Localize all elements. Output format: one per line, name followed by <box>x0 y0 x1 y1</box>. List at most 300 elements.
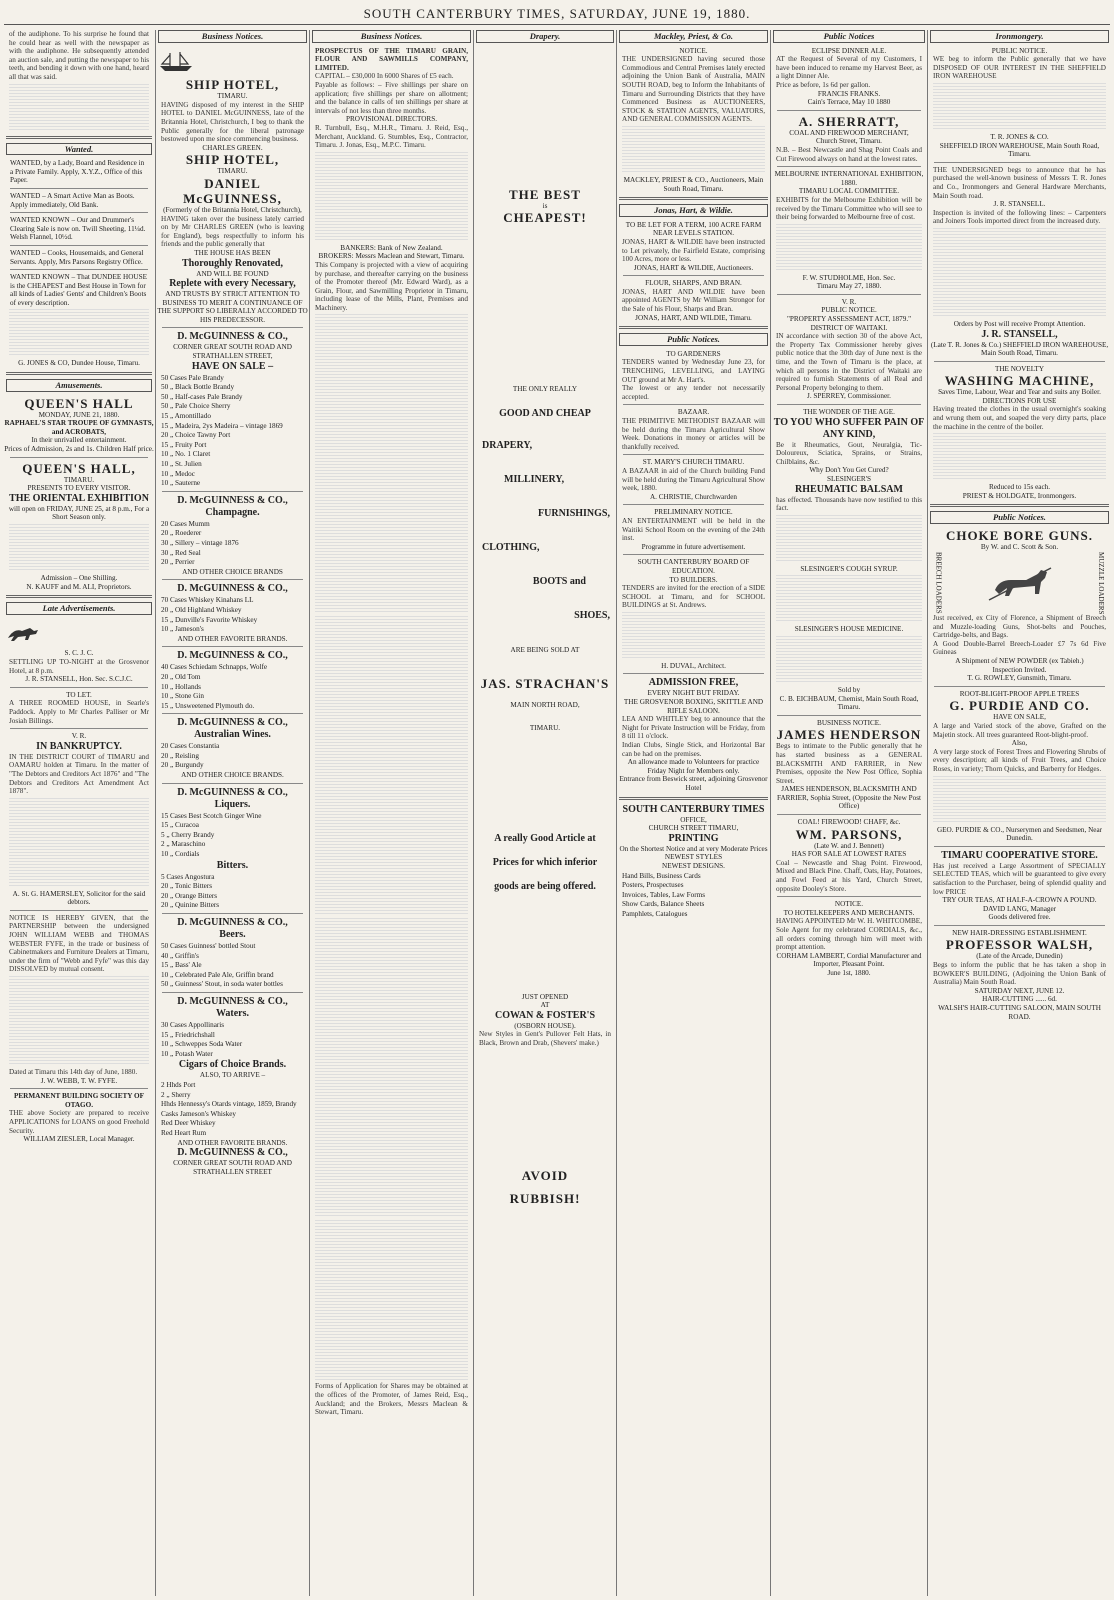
column-5 <box>616 30 770 1596</box>
divider <box>10 188 148 189</box>
section-heading-business: Business Notices. <box>312 30 471 43</box>
franks-signature: FRANCIS FRANKS. <box>817 89 881 98</box>
balsam-body: has effected. Thousands have now testified to this fact. <box>776 495 922 513</box>
bankers-line: BANKERS: Bank of New Zealand. <box>340 243 443 252</box>
list-item: 20 „ Old Tom <box>161 672 201 681</box>
novelty-heading: THE NOVELTY <box>994 364 1045 373</box>
divider <box>934 846 1105 847</box>
divider <box>10 687 148 688</box>
priest-signature: PRIEST & HOLDGATE, Ironmongers. <box>962 491 1077 500</box>
queens-hall-date: MONDAY, JUNE 21, 1880. <box>38 410 120 419</box>
list-item: Show Cards, Balance Sheets <box>622 900 705 909</box>
green-signature: CHARLES GREEN. <box>202 143 263 152</box>
list-item: Posters, Prospectuses <box>622 881 684 890</box>
ship-hotel-title: SHIP HOTEL, <box>185 77 280 93</box>
mcguinness-firm: D. McGUINNESS & CO., <box>177 786 288 798</box>
section-heading-public: Public Notices. <box>619 333 768 346</box>
divider <box>162 992 303 993</box>
vr-crest: V. R. <box>841 297 857 306</box>
sherratt-nb: N.B. – Best Newcastle and Shag Point Coals and Cut Firewood always on hand at the lowest rates. <box>776 145 922 163</box>
purdie-name: G. PURDIE AND CO. <box>949 698 1090 714</box>
divider <box>777 110 921 111</box>
divider <box>619 797 768 800</box>
st-marys-body: A BAZAAR in aid of the Church building Fund will be held during the Timaru Agricultural Show week, 1880. <box>622 466 765 493</box>
choke-bore-guns: CHOKE BORE GUNS. <box>945 528 1094 544</box>
list-item: 15 „ Curacoa <box>161 821 199 830</box>
suffer-body: Be it Rheumatics, Gout, Neuralgia, Tic-Doloureux, Sciatica, Sprains, or Strains, Chilblains, &c. <box>776 440 922 466</box>
masthead-rule <box>4 24 1110 25</box>
list-item: 40 „ Griffin's <box>161 951 199 960</box>
eclipse-price: Price as before, 1s 6d per gallon. <box>776 80 871 89</box>
good-breech-loader: A Good Double-Barrel Breech-Loader £7 7s 6d Five Guineas <box>933 639 1106 657</box>
clubs-line: Indian Clubs, Single Stick, and Horizontal Bar can be had on the premises. <box>622 741 765 758</box>
inspection-invited: Inspection Invited. <box>992 665 1047 674</box>
divider <box>10 212 148 213</box>
queens-hall-title: QUEEN'S HALL <box>24 395 134 411</box>
district-heading: DISTRICT OF WAITAKI. <box>810 323 888 332</box>
jonas-body: JONAS, HART & WILDIE have been instructed to Let privately, the Fairfield Estate, comprising 100 Acres, more or less. <box>622 237 765 264</box>
list-item: 10 „ No. 1 Claret <box>161 450 211 459</box>
hamersley-signature: A. St. G. HAMERSLEY, Solicitor for the said debtors. <box>12 889 146 907</box>
column-2 <box>155 30 309 1596</box>
divider <box>619 326 768 329</box>
stansell-signature: J. R. STANSELL, Hon. Sec. S.C.J.C. <box>25 675 133 684</box>
june-date: June 1st, 1880. <box>827 968 871 977</box>
list-item: 10 „ Stone Gin <box>161 692 204 701</box>
section-heading-amusements: Amusements. <box>6 379 152 392</box>
new-styles: New Styles in Gent's Pullover Felt Hats, in Black, Brown and Drab, (Shevers' make.) <box>479 1030 611 1047</box>
spacer <box>474 1048 616 1168</box>
australian-wines: Australian Wines. <box>194 729 271 741</box>
notice-heading: NOTICE. <box>834 900 864 909</box>
goods-free: Goods delivered free. <box>988 913 1051 922</box>
list-item: 2 „ Sherry <box>161 1090 191 1099</box>
divider <box>162 913 303 914</box>
column-6 <box>770 30 927 1596</box>
list-item: Red Deer Whiskey <box>161 1119 216 1128</box>
list-item: 10 „ Potash Water <box>161 1049 213 1058</box>
text-filler <box>933 228 1106 318</box>
spacer <box>474 452 616 474</box>
text-filler <box>315 918 468 1218</box>
walsh-name: PROFESSOR WALSH, <box>945 937 1094 953</box>
partnership-dated: Dated at Timaru this 14th day of June, 1880. <box>9 1068 138 1077</box>
replete: Replete with every Necessary, <box>169 278 296 290</box>
public-notice: PUBLIC NOTICE. <box>821 306 877 315</box>
builders-body: TENDERS are invited for the erection of a SIDE SCHOOL at Timaru, and for SCHOOL BUILDINGS at St. Andrews. <box>622 584 765 610</box>
wanted-item: WANTED, by a Lady, Board and Residence in a Private Family. Apply, X.Y.Z., Office of this Paper. <box>10 159 145 185</box>
public-notice: PUBLIC NOTICE. <box>991 46 1048 55</box>
times-office: SOUTH CANTERBURY TIMES <box>622 803 765 815</box>
hair-cutting-price: HAIR-CUTTING ...... 6d. <box>982 995 1057 1004</box>
main-north-road: MAIN NORTH ROAD, <box>510 701 580 710</box>
house-medicine: SLESINGER'S HOUSE MEDICINE. <box>794 625 904 634</box>
spacer <box>474 520 616 542</box>
timaru-label: TIMARU. <box>217 167 248 176</box>
cheapest: CHEAPEST! <box>503 210 587 226</box>
rowley-signature: T. G. ROWLEY, Gunsmith, Timaru. <box>967 674 1072 683</box>
raphael-troupe: RAPHAEL'S STAR TROUPE OF GYMNASTS, and ACROBATS, <box>4 419 154 436</box>
stansell-subtitle: (Late T. R. Jones & Co.) SHEFFIELD IRON WAREHOUSE, Main South Road, Timaru. <box>930 340 1109 358</box>
raphael-subtitle: In their unrivalled entertainment. <box>31 436 127 445</box>
muzzle-label: MUZZLE LOADERS <box>1097 551 1105 615</box>
list-item: 5 Cases Angostura <box>161 872 215 881</box>
timaru-date: Timaru May 27, 1880. <box>816 282 882 291</box>
printing-list <box>622 872 765 919</box>
stansell-name: J. R. STANSELL, <box>981 328 1058 340</box>
divider <box>777 896 921 897</box>
parsons-subtitle: (Late W. and J. Bennett) <box>814 841 884 850</box>
text-filler <box>315 1220 468 1380</box>
presents-line: PRESENTS TO EVERY VISITOR. <box>27 484 131 493</box>
eclipse-heading: ECLIPSE DINNER ALE. <box>811 46 887 55</box>
st-marys-heading: ST. MARY'S CHURCH TIMARU. <box>642 458 745 467</box>
admission-line: Admission – One Shilling. <box>40 574 118 582</box>
flour-body: JONAS, HART AND WILDIE have been appointed AGENTS by Mr William Strongor for the Sale of his Flour, Sharps and Bran. <box>622 287 765 314</box>
bazaar-heading: BAZAAR. <box>677 408 710 417</box>
section-heading-jonas: Jonas, Hart, & Wildie. <box>619 204 768 217</box>
spacer <box>474 1183 616 1191</box>
flour-signature: JONAS, HART, AND WILDIE, Timaru. <box>635 313 752 322</box>
list-item: 40 Cases Schiedam Schnapps, Wolfe <box>161 663 268 672</box>
list-item: 15 „ Amontillado <box>161 412 211 421</box>
gardeners-tenders: TENDERS wanted by Wednesday June 23, for TRENCHING, LEVELLING, and LAYING OUT ground at Mr A. Hart's. <box>622 358 765 384</box>
divider <box>162 491 303 492</box>
breech-label: BREECH LOADERS <box>934 552 943 614</box>
spacer <box>474 654 616 676</box>
mcguinness-firm: D. McGUINNESS & CO., <box>177 583 288 595</box>
masthead: SOUTH CANTERBURY TIMES, SATURDAY, JUNE 19, 1880. <box>363 6 751 21</box>
to-let-body: A THREE ROOMED HOUSE, in Searle's Paddock. Apply to Mr Charles Palliser or Mr Josiah Billings. <box>9 699 149 725</box>
text-filler <box>933 83 1106 131</box>
text-filler <box>9 798 149 888</box>
divider <box>930 504 1109 507</box>
prices-for: Prices for which inferior <box>492 856 598 868</box>
lang-signature: DAVID LANG, Manager <box>982 904 1057 913</box>
divider <box>10 728 148 729</box>
favorite-brands: AND OTHER FAVORITE BRANDS. <box>177 634 288 643</box>
preliminary-heading: PRELIMINARY NOTICE. <box>654 508 733 517</box>
churchwarden-signature: A. CHRISTIE, Churchwarden <box>649 492 738 501</box>
list-item: 15 „ Fruity Port <box>161 440 207 449</box>
section-heading-late: Late Advertisements. <box>6 602 152 615</box>
district-body: IN accordance with section 30 of the above Act, the Property Tax Commissioner hereby gives public notice that the 30th day of June next is the time, and the Town of Timaru is the place, at which all persons in the District of Waitaki are required to furnish Statements of all Real and Personal Property belonging to them. <box>776 332 922 392</box>
divider <box>623 275 764 276</box>
list-item: 15 „ Madeira, 2ys Madeira – vintage 1869 <box>161 421 283 430</box>
strachan-name: JAS. STRACHAN'S <box>480 676 610 692</box>
good-and-cheap: GOOD AND CHEAP <box>499 407 591 419</box>
directions-heading: DIRECTIONS FOR USE <box>982 396 1057 405</box>
walsh-subtitle: (Late of the Arcade, Dunedin) <box>976 952 1063 961</box>
studholme-signature: F. W. STUDHOLME, Hon. Sec. <box>802 273 896 282</box>
new-powder: A Shipment of NEW POWDER (ex Tabieh.) <box>955 657 1084 666</box>
beers-heading: Beers. <box>219 929 246 940</box>
newest-designs: NEWEST DESIGNS. <box>662 861 725 870</box>
replete-pre: AND WILL BE FOUND <box>196 269 269 278</box>
spacer <box>474 47 616 187</box>
racehorse-icon <box>4 622 44 644</box>
list-item: 30 „ Red Seal <box>161 548 201 557</box>
bankruptcy-heading: IN BANKRUPTCY. <box>36 740 122 752</box>
wanted-item: WANTED – A Smart Active Man as Boots. Apply immediately, Old Bank. <box>10 191 135 209</box>
root-blight-heading: ROOT-BLIGHT-PROOF APPLE TREES <box>959 689 1080 698</box>
prospectus-title: PROSPECTUS OF THE TIMARU GRAIN, FLOUR AND SAWMILLS COMPANY, LIMITED. <box>315 46 468 72</box>
liquer-list <box>161 812 304 859</box>
divider <box>777 166 921 167</box>
stansell-body: THE UNDERSIGNED begs to announce that he has purchased the well-known business of Messrs T. R. Jones and Co., Ironmongers and General Hardware Merchants, Main South road. <box>933 165 1106 200</box>
spacer <box>474 733 616 833</box>
directors-list: R. Turnbull, Esq., M.H.R., Timaru. J. Reid, Esq., Merchant, Auckland. G. Stumbles, Esq., Contractor, Timaru. J. Jonas, Esq., M.P.C. Timaru. <box>315 123 468 150</box>
list-item: 30 „ Sillery – vintage 1876 <box>161 538 239 547</box>
liquers-heading: Liquers. <box>214 798 251 810</box>
drapery-item: SHOES, <box>574 609 610 621</box>
list-item: 20 „ Quinine Bitters <box>161 901 220 910</box>
walsh-saloon: WALSH'S HAIR-CUTTING SALOON, MAIN SOUTH ROAD. <box>938 1004 1101 1021</box>
text-filler <box>776 575 922 623</box>
other-favorite-brands: AND OTHER FAVORITE BRANDS. <box>177 1138 288 1147</box>
sheffield-address: SHEFFIELD IRON WAREHOUSE, Main South Road, Timaru. <box>939 141 1100 159</box>
divider <box>6 136 152 139</box>
is-line: is <box>542 201 548 210</box>
suffer-heading: TO YOU WHO SUFFER PAIN OF ANY KIND, <box>773 416 925 440</box>
admission-prices: Prices of Admission, 2s and 1s. Children Half price. <box>4 445 154 454</box>
jones-signature: T. R. JONES & CO. <box>990 132 1049 141</box>
spacer <box>474 394 616 408</box>
list-item: Pamphlets, Catalogues <box>622 909 688 918</box>
cough-syrup: SLESINGER'S COUGH SYRUP. <box>800 564 898 573</box>
list-item: 20 Cases Constantia <box>161 742 220 751</box>
guns-body: Just received, ex City of Florence, a Shipment of Breech and Muzzle-loading Guns, Shot-belts and Pouches, Cartridge-belts, and Bags. <box>933 614 1106 640</box>
kauff-signature: N. KAUFF and M. ALI, Proprietors. <box>26 582 132 591</box>
eclipse-body: AT the Request of Several of my Customers, I have been induced to rename my Harvest Beer, as a light Dinner Ale. <box>776 55 922 81</box>
cowan-subtitle: (OSBORN HOUSE). <box>514 1021 576 1030</box>
henderson-signature: JAMES HENDERSON, BLACKSMITH AND FARRIER, Sophia Street, (Opposite the New Post Office) <box>776 785 921 811</box>
reduced-price: Reduced to 15s each. <box>988 483 1051 492</box>
cowan-foster: COWAN & FOSTER'S <box>494 1009 595 1021</box>
mackley-notice: THE UNDERSIGNED having secured those Commodious and Central Premises lately erected adjoining the Union Bank of Australia, MAIN SOUTH ROAD, beg to Inform the Inhabitants of Timaru and Surrounding Districts that they have Commenced Business as AUCTIONEERS, STOCK & STATION AGENTS, VALUATORS, AND GENERAL COMMISSION AGENTS. <box>622 55 765 124</box>
purdie-signature: GEO. PURDIE & CO., Nurserymen and Seedsmen, Near Dunedin. <box>936 825 1103 843</box>
text-filler <box>315 616 468 916</box>
list-item: 50 „ Half-cases Pale Brandy <box>161 392 243 401</box>
divider <box>162 579 303 580</box>
sheffield-notice: WE beg to inform the Public generally that we have DISPOSED OF OUR INTEREST IN THE SHEFFIELD IRON WAREHOUSE <box>933 55 1106 81</box>
lowest-rates: HAS FOR SALE AT LOWEST RATES <box>791 850 907 859</box>
henderson-body: Begs to intimate to the Public generally that he has started business as a GENERAL BLACKSMITH AND FARRIER, in New Premises, opposite the New Post Office, Sophia Street. <box>776 742 922 785</box>
divider <box>10 1088 148 1089</box>
list-item: 10 „ Sauterne <box>161 479 201 488</box>
text-filler <box>933 776 1106 824</box>
section-heading-business: Business Notices. <box>158 30 307 43</box>
text-filler <box>9 84 149 132</box>
vr-crest: V. R. <box>71 732 87 741</box>
washing-machine: WASHING MACHINE, <box>944 373 1095 389</box>
grosvenor-heading: THE GROSVENOR BOXING, SKITTLE AND RIFLE SALOON. <box>623 698 764 715</box>
list-item: 50 Cases Pale Brandy <box>161 373 224 382</box>
friday-line: Friday Night for Members only. <box>647 766 740 775</box>
list-item: 20 „ Roederer <box>161 529 202 538</box>
list-item: 20 „ Old Highland Whiskey <box>161 605 242 614</box>
section-heading-drapery: Drapery. <box>476 30 614 43</box>
printing-heading: PRINTING <box>668 832 719 844</box>
list-item: 15 „ Bass' Ale <box>161 961 202 970</box>
list-item: 70 Cases Whiskey Kinahans LL <box>161 596 254 605</box>
try-teas: TRY OUR TEAS, AT HALF-A-CROWN A POUND. <box>942 896 1097 905</box>
section-heading-public: Public Notices <box>773 30 925 43</box>
list-item: Invoices, Tables, Law Forms <box>622 890 706 899</box>
drapery-item: FURNISHINGS, <box>538 507 610 519</box>
capital: CAPITAL – £30,000 In 6000 Shares of £5 each. <box>315 72 454 81</box>
divider <box>619 197 768 200</box>
property-act: "PROPERTY ASSESSMENT ACT, 1879." <box>786 315 912 324</box>
builders-heading: TO BUILDERS. <box>669 575 718 584</box>
text-filler <box>315 152 468 242</box>
whitcombe-body: HAVING APPOINTED Mr W. H. WHITCOMBE, Sole Agent for my celebrated CORDIALS, &c., all orders coming through him will meet with prompt attention. <box>776 917 922 952</box>
brandy-list <box>161 374 304 488</box>
mcguinness-firm: D. McGUINNESS & CO., <box>177 494 288 506</box>
mcguinness-firm: D. McGUINNESS & CO., <box>177 995 288 1007</box>
wanted-list <box>4 159 154 307</box>
beer-list <box>161 942 304 989</box>
divider <box>934 925 1105 926</box>
really-good: A really Good Article at <box>494 832 596 844</box>
section-heading-public: Public Notices. <box>930 511 1109 524</box>
list-item: Hhds Hennessy's Otards vintage, 1859, Brandy <box>161 1100 297 1109</box>
farm-to-let: TO BE LET FOR A TERM, 100 ACRE FARM NEAR LEVELS STATION. <box>625 220 762 238</box>
mcguinness-address: CORNER GREAT SOUTH ROAD AND STRATHALLEN STREET, <box>173 343 292 361</box>
wine-list <box>161 742 304 770</box>
permanent-building-society: PERMANENT BUILDING SOCIETY OF OTAGO. <box>14 1092 144 1109</box>
list-item: 15 Cases Best Scotch Ginger Wine <box>161 811 262 820</box>
whiskey-list <box>161 596 304 633</box>
sperrey-signature: J. SPERREY, Commissioner. <box>807 392 891 401</box>
divider <box>623 504 764 505</box>
avoid: AVOID <box>521 1167 569 1183</box>
spacer <box>474 420 616 440</box>
spacer <box>474 710 616 724</box>
list-item: 10 „ Hollands <box>161 682 201 691</box>
office-label: OFFICE, <box>680 815 707 824</box>
prospectus-signoff: Forms of Application for Shares may be obtained at the offices of the Promoter, of James Reid, Esq., Auckland; and the Brokers, Messrs Maclean & Stewart, Timaru. <box>315 1382 468 1417</box>
list-item: 10 „ Celebrated Pale Ale, Griffin brand <box>161 970 274 979</box>
partnership-notice: NOTICE IS HEREBY GIVEN, that the PARTNERSHIP between the undersigned JOHN WILLIAM WEBB and THOMAS WEBSTER FYFE, in the trade or business of Cabinetmakers and Furniture Dealers at Timaru, under the firm of "Webb and Fyfe" was this day DISSOLVED by mutual consent. <box>9 913 149 974</box>
text-filler <box>776 224 922 272</box>
list-item: 20 „ Orange Bitters <box>161 891 218 900</box>
church-street: Church Street, Timaru. <box>816 137 882 146</box>
list-item: 10 „ Medoc <box>161 469 195 478</box>
cains-terrace: Cain's Terrace, May 10 1880 <box>807 98 891 107</box>
divider <box>934 361 1105 362</box>
divider <box>6 595 152 598</box>
entertainment-body: AN ENTERTAINMENT will be held in the Waitiki School Room on the evening of the 24th inst. <box>622 516 765 543</box>
hotelkeepers-heading: TO HOTELKEEPERS AND MERCHANTS. <box>783 908 915 917</box>
spacer <box>474 845 616 857</box>
saturday-line: SATURDAY NEXT, JUNE 12. <box>974 986 1065 995</box>
divider <box>6 372 152 375</box>
mcguinness-firm: D. McGUINNESS & CO., <box>177 717 288 729</box>
list-item: 20 „ Reisling <box>161 751 199 760</box>
daniel-body: HAVING taken over the business lately carried on by Mr CHARLES GREEN (who is leaving for England), begs respectfully to inform his friends and the public generally that <box>161 214 304 249</box>
sherratt-name: A. SHERRATT, <box>798 113 900 129</box>
list-item: 10 „ St. Julien <box>161 460 202 468</box>
spacer <box>474 588 616 610</box>
slesinger-heading: SLESINGER'S <box>826 474 872 483</box>
daniel-mcguinness: DANIEL McGUINNESS, <box>183 175 282 206</box>
drapery-item: BOOTS and <box>532 575 586 587</box>
list-item: Casks Jameson's Whiskey <box>161 1109 237 1118</box>
divider <box>777 814 921 815</box>
oriental-open: will open on FRIDAY, JUNE 25, at 8 p.m., For a Short Season only. <box>8 504 150 522</box>
divider <box>777 715 921 716</box>
just-opened: JUST OPENED <box>521 992 569 1001</box>
spacer <box>474 893 616 993</box>
divider <box>623 454 764 455</box>
divider <box>162 646 303 647</box>
divider <box>10 245 148 246</box>
to-let-heading: TO LET. <box>66 690 92 699</box>
directors-heading: PROVISIONAL DIRECTORS. <box>345 115 438 124</box>
permanent-body: THE above Society are prepared to receive APPLICATIONS for LOANS on good Freehold Security. <box>9 1109 149 1135</box>
choice-brands: AND OTHER CHOICE BRANDS <box>182 567 283 576</box>
champagne-heading: Champagne. <box>205 506 260 518</box>
bitters-heading: Bitters. <box>216 859 249 871</box>
drapery-item: DRAPERY, <box>482 439 533 451</box>
being-sold: ARE BEING SOLD AT <box>510 645 580 654</box>
section-heading-wanted: Wanted. <box>6 143 152 156</box>
mcguinness-firm: D. McGUINNESS & CO., <box>177 917 288 928</box>
renovated: Thoroughly Renovated, <box>182 257 283 269</box>
divider <box>10 269 148 270</box>
queens-hall-title-2: QUEEN'S HALL, <box>22 460 136 476</box>
sold-by: Sold by <box>837 685 861 694</box>
column-1 <box>4 30 154 1596</box>
allowance-line: An allowance made to Volunteers for practice <box>627 758 760 767</box>
list-item: 15 „ Unsweetened Plymouth do. <box>161 701 255 710</box>
other-choice-brands: AND OTHER CHOICE BRANDS. <box>181 771 284 780</box>
ship-icon <box>156 50 196 72</box>
divider <box>162 783 303 784</box>
text-filler <box>933 433 1106 481</box>
text-filler <box>776 636 922 684</box>
not-accepted: The lowest or any tender not necessarily accepted. <box>622 384 765 401</box>
prospectus-terms: Payable as follows: – Five shillings per share on application; five shillings per share on allotment; and the balance in calls of ten shillings per share at intervals of not less than three months. <box>315 80 468 115</box>
board-heading: SOUTH CANTERBURY BOARD OF EDUCATION. <box>637 558 750 575</box>
entrance-line: Entrance from Beswick street, adjoining Grosvenor Hotel <box>619 775 768 792</box>
intro-text: of the audiphone. To his surprise he found that he could hear as well with the newspaper as with the audiphone. He subsequently attended an auction sale, and putting the newspaper to his teeth, and bending it down with one hand, heard all that was said. <box>9 30 149 81</box>
inspection-body: Inspection is invited of the following lines: – Carpenters and Joiners Tools imported direct from the increased duty. <box>933 208 1106 226</box>
list-item: 20 „ Choice Tawny Port <box>161 431 231 440</box>
text-filler <box>9 309 149 357</box>
column-4 <box>473 30 616 1596</box>
lowest-body: Coal – Newcastle and Shag Point. Firewood, Mixed and Black Pine. Chaff, Oats, Hay, Potatoes, and Fowl Feed at his Yard, Church Street, opposite Dooley's Store. <box>776 858 922 893</box>
list-item: 50 Cases Guinness' bottled Stout <box>161 942 256 950</box>
list-item: 5 „ Cherry Brandy <box>161 830 215 839</box>
mcguinness-firm: D. McGUINNESS & CO., <box>177 331 288 343</box>
hunting-dog-icon <box>985 560 1055 606</box>
column-7 <box>927 30 1111 1596</box>
newest-styles: NEWEST STYLES <box>664 853 723 862</box>
have-on-sale: HAVE ON SALE, <box>993 713 1046 722</box>
list-item: 10 „ Schweppes Soda Water <box>161 1040 243 1049</box>
gardeners-heading: TO GARDENERS <box>666 349 721 358</box>
text-filler <box>776 515 922 563</box>
list-item: Red Heart Rum <box>161 1128 207 1137</box>
stansell-signature: J. R. STANSELL. <box>993 200 1046 209</box>
settling-notice: SETTLING UP TO-NIGHT at the Grosvenor Hotel, at 8 p.m. <box>9 657 149 675</box>
walsh-body: Begs to inform the public that he has taken a shop in BOWKER'S BUILDING, (Adjoining the Union Bank of Australia) Main South Road. <box>933 961 1106 987</box>
section-heading-mackley: Mackley, Priest, & Co. <box>619 30 768 43</box>
mcguinness-address: CORNER GREAT SOUTH ROAD AND STRATHALLEN STREET <box>173 1159 292 1176</box>
directions-body: Having treated the clothes in the usual overnight's soaking and wrung them out, and soaped the very dirty parts, place the machine in the centre of the boiler. <box>933 405 1106 431</box>
